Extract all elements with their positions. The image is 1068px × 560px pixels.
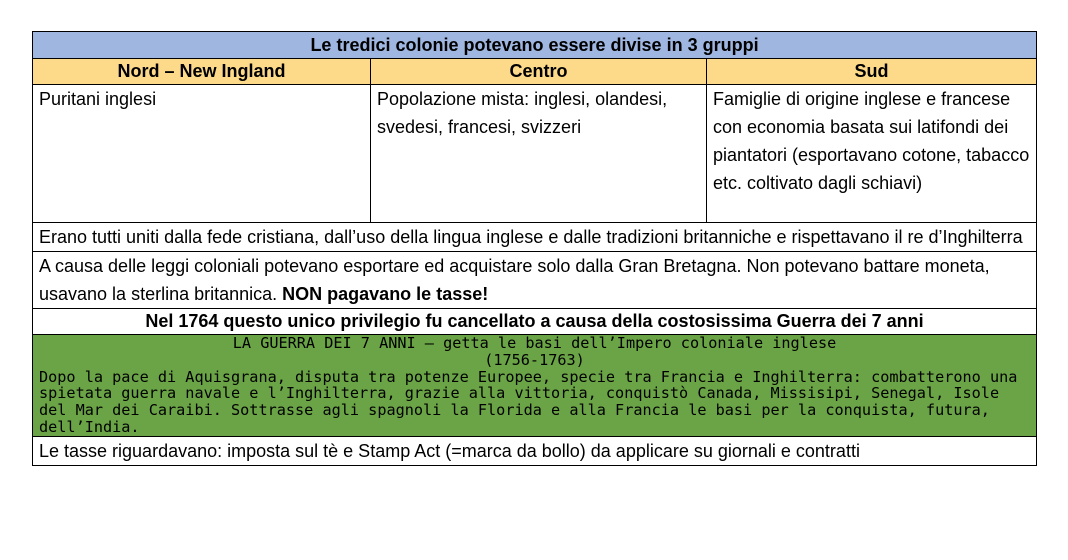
war-section <box>33 335 1037 437</box>
table-title: Le tredici colonie potevano essere divise in 3 gruppi <box>33 32 1037 59</box>
row-1764: Nel 1764 questo unico privilegio fu cancellato a causa della costosissima Guerra dei 7 anni <box>33 309 1037 335</box>
row-laws <box>33 252 1037 309</box>
row-laws-bold: NON pagavano le tasse! <box>282 284 489 304</box>
header-sud: Sud <box>707 59 1037 85</box>
row-laws-text: A causa delle leggi coloniali potevano esportare ed acquistare solo dalla Gran Bretagna. Non potevano battare moneta, usavano la sterlina britannica. <box>39 256 990 304</box>
header-centro: Centro <box>371 59 707 85</box>
header-nord: Nord – New Ingland <box>33 59 371 85</box>
war-body: Dopo la pace di Aquisgrana, disputa tra potenze Europee, specie tra Francia e Inghilterra: combatterono una spietata guerra navale e l’Inghilterra, grazie alla vittoria, conquistò Canada, Missisipi, Senegal, Isole del Mar dei Caraibi. Sottrasse agli spagnoli la Florida e alla Francia le basi per la conquista, futura, dell’India. <box>39 367 1018 436</box>
row-taxes: Le tasse riguardavano: imposta sul tè e Stamp Act (=marca da bollo) da applicare su giornali e contratti <box>33 436 1037 465</box>
cell-centro: Popolazione mista: inglesi, olandesi, svedesi, francesi, svizzeri <box>371 85 707 223</box>
war-title: LA GUERRA DEI 7 ANNI – getta le basi dell’Impero coloniale inglese <box>232 334 837 352</box>
war-years: (1756-1763) <box>484 350 585 369</box>
cell-nord: Puritani inglesi <box>33 85 371 223</box>
cell-sud: Famiglie di origine inglese e francese con economia basata sui latifondi dei piantatori (esportavano cotone, tabacco etc. coltivato dagli schiavi) <box>707 85 1037 223</box>
row-unity: Erano tutti uniti dalla fede cristiana, dall’uso della lingua inglese e dalle tradizioni britanniche e rispettavano il re d’Inghilterra <box>33 223 1037 252</box>
colonies-table <box>32 31 1037 466</box>
